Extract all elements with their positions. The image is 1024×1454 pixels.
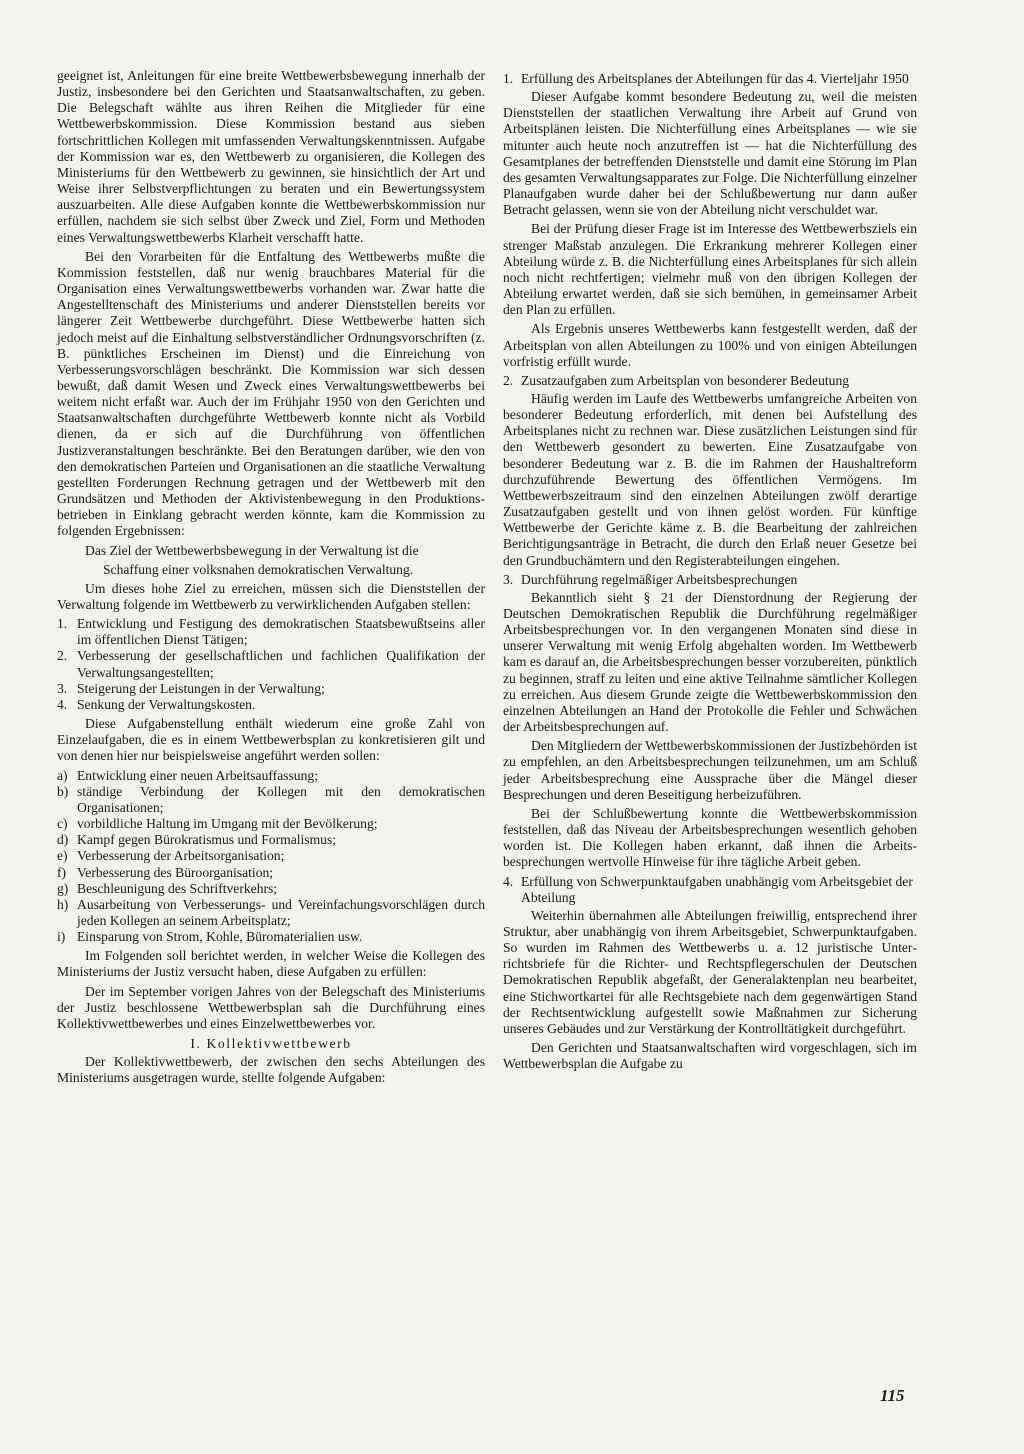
paragraph: geeignet ist, Anleitungen für eine breite Wettbewerbsbewegung innerhalb der Justiz, insbesondere bei den Gerichten und Staatsanwaltschaften, zu geben. Die Belegschaft wählte aus ihren Reihen die Mitglieder für eine Wettbewerbskommission. Diese Kommission bestand aus sieben fortschrittlichen Kollegen mit umfassenden Verwaltungskenntnissen. Aufgabe der Kommission war es, den Wettbewerb zu organisieren, die Kollegen des Ministeriums für den Wettbewerb zu gewinnen, sie hinsichtlich der Art und Weise ihrer Selbstverpflichtungen zu beraten und ein Bewertungssystem auszuarbeiten. Alle diese Aufgaben konnte die Wettbewerbskommission nur erfüllen, nachdem sie sich selbst über Zweck und Ziel, Form und Methoden eines Verwaltungswettbewerbs Klarheit verschafft hatte. [57, 68, 485, 245]
paragraph: Bei den Vorarbeiten für die Entfaltung des Wettbewerbs mußte die Kommission feststellen, daß nur wenig brauchbares Material für die Organisation eines Verwaltungswettbewerbs vorhanden war. Zwar hatte die Angestelltenschaft des Ministeriums und anderer Dienststellen bereits vor längerer Zeit Wettbewerbe durchgeführt. Diese Wettbewerbe hatten sich jedoch meist auf die Einhaltung selbstverständlicher Ordnungsvorschriften (z. B. pünktliches Erscheinen im Dienst) und die Einreichung von Verbesserungsvorschlägen beschränkt. Die Kommission war sich dessen bewußt, daß damit Wesen und Zweck eines Verwaltungswettbewerbs bei weitem nicht erfaßt war. Auch der im Frühjahr 1950 von den Gerichten und Staatsanwaltschaften durchgeführte Wettbewerb konnte nicht als Vorbild dienen, da er sich auf die Durchführung von öffentlichen Justizveranstaltungen beschränkte. Bei den Beratungen darüber, wie den von den demokratischen Parteien und Organisationen an die staatliche Verwaltung gestellten Forderungen Rechnung getragen und der Wettbewerb mit den Grundsätzen und Methoden der Aktivistenbewegung in den Produktionsbetrieben in Einklang gebracht werden könnte, kam die Kommission zu folgenden Ergebnissen: [57, 248, 485, 539]
paragraph: Der im September vorigen Jahres von der Belegschaft des Ministeriums der Justiz beschlossene Wettbewerbsplan sah die Durchführung eines Kollektivwettbewerbes und eines Einzelwettbewerbes vor. [57, 983, 485, 1031]
paragraph: Den Mitgliedern der Wettbewerbskommissionen der Justizbehörden ist zu empfehlen, an den Arbeitsbesprechungen teilzunehmen, um am Schluß jeder Arbeitsbesprechung eine Aussprache über die Mängel dieser Besprechungen und deren Beseitigung herbeizuführen. [503, 738, 917, 802]
right-column [503, 68, 917, 1075]
indented-statement: Schaffung einer volksnahen demokratischen Verwaltung. [103, 561, 414, 577]
list-text: Einsparung von Strom, Kohle, Büromaterialien usw. [77, 929, 363, 945]
heading-number: 4. [503, 873, 514, 889]
list-item [57, 616, 485, 648]
list-text: Entwicklung und Festigung des demokratischen Staatsbewußtseins aller im öffentlichen Dienst Tätigen; [77, 616, 485, 648]
list-marker: d) [57, 832, 69, 848]
list-marker: b) [57, 783, 69, 799]
list-item [57, 816, 485, 832]
paragraph: Diese Aufgabenstellung enthält wiederum eine große Zahl von Einzelaufgaben, die es in einem Wettbewerbsplan zu konkretisieren gilt und von denen hier nur beispielsweise angeführt werden sollen: [57, 716, 485, 764]
list-item [57, 897, 485, 929]
left-column [57, 68, 485, 1090]
list-item [57, 929, 485, 945]
list-item [57, 697, 485, 713]
list-marker: 3. [57, 680, 68, 696]
heading-text: Zusatzaufgaben zum Arbeitsplan von besonderer Bedeutung [521, 372, 850, 388]
section-heading: I. Kollektivwettbewerb [190, 1036, 352, 1052]
paragraph: Um dieses hohe Ziel zu erreichen, müssen sich die Dienststellen der Verwaltung folgende im Wettbewerb zu verwirklichenden Aufgaben stellen: [57, 580, 485, 612]
list-marker: i) [57, 929, 66, 945]
list-marker: h) [57, 896, 69, 912]
subsection-heading [503, 572, 917, 588]
paragraph: Den Gerichten und Staatsanwaltschaften wird vorgeschlagen, sich im Wettbewerbsplan die Aufgabe zu [503, 1040, 917, 1072]
heading-number: 2. [503, 372, 514, 388]
paragraph: Dieser Aufgabe kommt besondere Bedeutung zu, weil die meisten Dienststellen der staatlichen Verwaltung ihre Arbeit auf Grund von Arbeitsplänen leisten. Die Nichterfüllung eines Arbeitsplanes — wie sie mitunter auch heute noch anzutreffen ist — hat die Nichterfüllung des Gesamtplanes der betreffenden Dienststelle und damit eine Störung im Plan des gesamten Verwaltungsapparates zur Folge. Die Nichterfüllung einzelner Planaufgaben wurde daher bei der Schlußbewertung nur dann außer Betracht gelassen, wenn sie von der Abteilung nicht verschuldet war. [503, 89, 917, 218]
list-marker: e) [57, 848, 68, 864]
list-text: Steigerung der Leistungen in der Verwaltung; [77, 680, 325, 696]
heading-text: Erfüllung von Schwerpunktaufgaben unabhängig vom Arbeitsgebiet der Abteilung [521, 873, 913, 905]
list-marker: a) [57, 767, 68, 783]
list-text: Kampf gegen Bürokratismus und Formalismus; [77, 832, 337, 848]
list-text: Ausarbeitung von Verbesserungs- und Vereinfachungsvorschlägen durch jeden Kollegen an seinem Arbeitsplatz; [77, 896, 485, 928]
page-number: 115 [880, 1386, 905, 1405]
list-marker: c) [57, 816, 68, 832]
list-text: Verbesserung des Büroorganisation; [77, 864, 274, 880]
list-marker: 2. [57, 648, 68, 664]
paragraph: Bei der Prüfung dieser Frage ist im Interesse des Wettbewerbsziels ein strenger Maßstab anzulegen. Die Erkrankung mehrerer Kollegen einer Abteilung würde z. B. die Nichterfüllung eines Arbeitsplanes für sich allein noch nicht rechtfertigen; vielmehr muß von den übrigen Kollegen der Abteilung erwartet werden, daß sie sich bemühen, in gemeinsamer Arbeit den Plan zu erfüllen. [503, 221, 917, 318]
list-text: Senkung der Verwaltungskosten. [77, 696, 256, 712]
heading-number: 1. [503, 71, 514, 86]
paragraph: Bekanntlich sieht § 21 der Dienstordnung der Regierung der Deutschen Demokratischen Republik die Durchführung regelmäßiger Arbeitsbesprechungen vor. In den vergangenen Monaten sind diese in unserer Verwaltung mit wenig Erfolg abgehalten worden. Im Wettbewerb kam es darauf an, die Arbeitsbesprechungen besser vorzubereiten, pünktlich zu beginnen, straff zu leiten und eine aktive Teilnahme sämtlicher Kollegen zu erreichen. Aus diesem Grunde zeigte die Wettbewerbskommission den einzelnen Abteilungen an Hand der Protokolle die Fehler und Schwächen der Arbeitsbesprechungen auf. [503, 589, 917, 735]
list-marker: f) [57, 864, 67, 880]
heading-number: 3. [503, 571, 514, 587]
list-text: vorbildliche Haltung im Umgang mit der Bevölkerung; [77, 816, 378, 832]
list-item [57, 832, 485, 848]
list-text: Verbesserung der gesellschaftlichen und fachlichen Qualifikation der Verwaltungsangestellten; [77, 648, 485, 680]
list-item [57, 768, 485, 784]
numbered-task-list [57, 616, 485, 713]
subsection-heading [503, 874, 917, 906]
paragraph: Weiterhin übernahmen alle Abteilungen freiwillig, entsprechend ihrer Struktur, aber unabhängig von ihrem Arbeitsgebiet, Schwerpunktaufgaben. So wurden im Rahmen des Wettbewerbs u. a. 12 juristische Unterrichtsbriefe für die Richter- und Rechtspflegerschulen der Deutschen Demokratischen Republik abgefaßt, der Generalaktenplan neu bearbeitet, eine Stichwortkartei für alle Rechtsgebiete nach dem gegenwärtigen Stand der Rechtsentwicklung aufgestellt sowie Maßnahmen zur Sicherung unseres Gebäudes und zur Verstärkung der Kontrolltätigkeit durchgeführt. [503, 907, 917, 1036]
subsection-heading [503, 71, 917, 87]
paragraph: Als Ergebnis unseres Wettbewerbs kann festgestellt werden, daß der Arbeitsplan von allen Abteilungen zu 100% und von einigen Abteilungen vorfristig erfüllt wurde. [503, 321, 917, 369]
list-item [57, 865, 485, 881]
list-text: Beschleunigung des Schriftverkehrs; [77, 880, 278, 896]
list-marker: 1. [57, 616, 68, 632]
list-item [57, 881, 485, 897]
list-text: ständige Verbindung der Kollegen mit den demokratischen Organisationen; [77, 783, 485, 815]
list-item [57, 648, 485, 680]
list-item [57, 681, 485, 697]
paragraph: Häufig werden im Laufe des Wettbewerbs umfangreiche Arbeiten von besonderer Bedeutung erforderlich, mit denen bei Aufstellung des Arbeitsplanes nicht zu rechnen war. Diese zusätzlichen Leistungen sind für den Wettbewerb gesondert zu bewerten. Eine Zusatzaufgabe von besonderer Bedeutung war z. B. die im Rahmen der Haushaltreform durchzuführende Bewertung des öffentlichen Vermögens. Im Wettbewerbszeitraum sind den einzelnen Abteilungen zwölf derartige Zusatzaufgaben gestellt und von ihnen gelöst worden. Für künftige Wettbewerbe der Gerichte käme z. B. die Bearbeitung der zahlreichen Berichtigungsanträge in Betracht, die durch den Erlaß neuer Gesetze bei den Grundbuchämtern und den Registerabteilungen eingehen. [503, 390, 917, 568]
paragraph: Im Folgenden soll berichtet werden, in welcher Weise die Kollegen des Ministeriums der Justiz versucht haben, diese Aufgaben zu erfüllen: [57, 948, 485, 980]
list-item [57, 848, 485, 864]
list-item [57, 784, 485, 816]
subsection-heading [503, 373, 917, 389]
heading-text: Durchführung regelmäßiger Arbeitsbesprechungen [521, 571, 798, 587]
list-marker: 4. [57, 696, 68, 712]
list-text: Entwicklung einer neuen Arbeitsauffassung; [77, 767, 318, 783]
paragraph: Das Ziel der Wettbewerbsbewegung in der Verwaltung ist die [85, 542, 419, 558]
lettered-task-list [57, 768, 485, 946]
paragraph: Bei der Schlußbewertung konnte die Wettbewerbskommission feststellen, daß das Niveau der Arbeitsbesprechungen wesentlich gehoben worden ist. Die Kollegen haben erkannt, daß ihnen die Arbeitsbesprechungen wertvolle Hinweise für ihre tägliche Arbeit geben. [503, 805, 917, 870]
list-text: Verbesserung der Arbeitsorganisation; [77, 848, 285, 864]
list-marker: g) [57, 880, 69, 896]
heading-text: Erfüllung des Arbeitsplanes der Abteilungen für das 4. Vierteljahr 1950 [521, 71, 909, 86]
paragraph: Der Kollektivwettbewerb, der zwischen den sechs Abteilungen des Ministeriums ausgetragen wurde, stellte folgende Aufgaben: [57, 1054, 485, 1086]
